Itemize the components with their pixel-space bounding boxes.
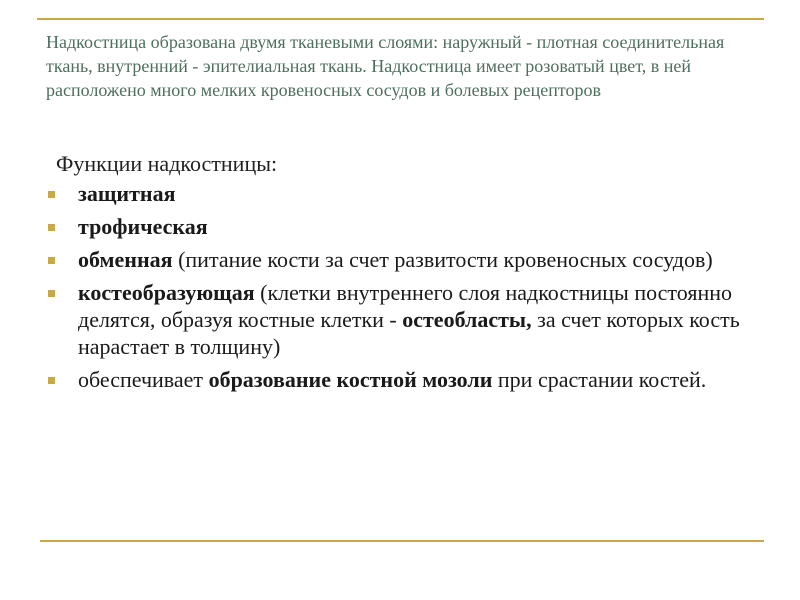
list-item-trophic [46,213,756,240]
functions-list [46,180,756,399]
list-item-osteogenic [46,279,756,360]
list-item-metabolic [46,246,756,273]
function-description-end: за счет которых кость нарастает в толщину) [78,307,740,359]
function-prefix: обеспечивает [78,367,209,392]
square-bullet-icon [48,290,55,297]
function-description: (клетки внутреннего слоя надкостницы постоянно делятся, образуя костные клетки - [78,280,732,332]
square-bullet-icon [48,224,55,231]
square-bullet-icon [48,257,55,264]
functions-heading: Функции надкостницы: [56,151,278,176]
function-description: при срастании костей. [492,367,707,392]
bottom-divider [40,540,764,542]
osteoblasts-term: остеобласты, [402,307,532,332]
function-description: (питание кости за счет развитости кровеносных сосудов) [172,247,713,272]
list-item-callus [46,366,756,393]
function-name: защитная [78,181,176,206]
function-name: обменная [78,247,173,272]
top-divider [37,18,764,20]
function-name: костеобразующая [78,280,255,305]
square-bullet-icon [48,377,55,384]
list-item-protective [46,180,756,207]
square-bullet-icon [48,191,55,198]
function-name: трофическая [78,214,208,239]
slide-title: Надкостница образована двумя тканевыми слоями: наружный - плотная соединительная ткань, внутренний - эпителиальная ткань. Надкостница имеет розоватый цвет, в ней расположено много мелких кровеносных сосудов и болевых рецепторов [46,32,725,100]
function-name: образование костной мозоли [208,367,493,392]
